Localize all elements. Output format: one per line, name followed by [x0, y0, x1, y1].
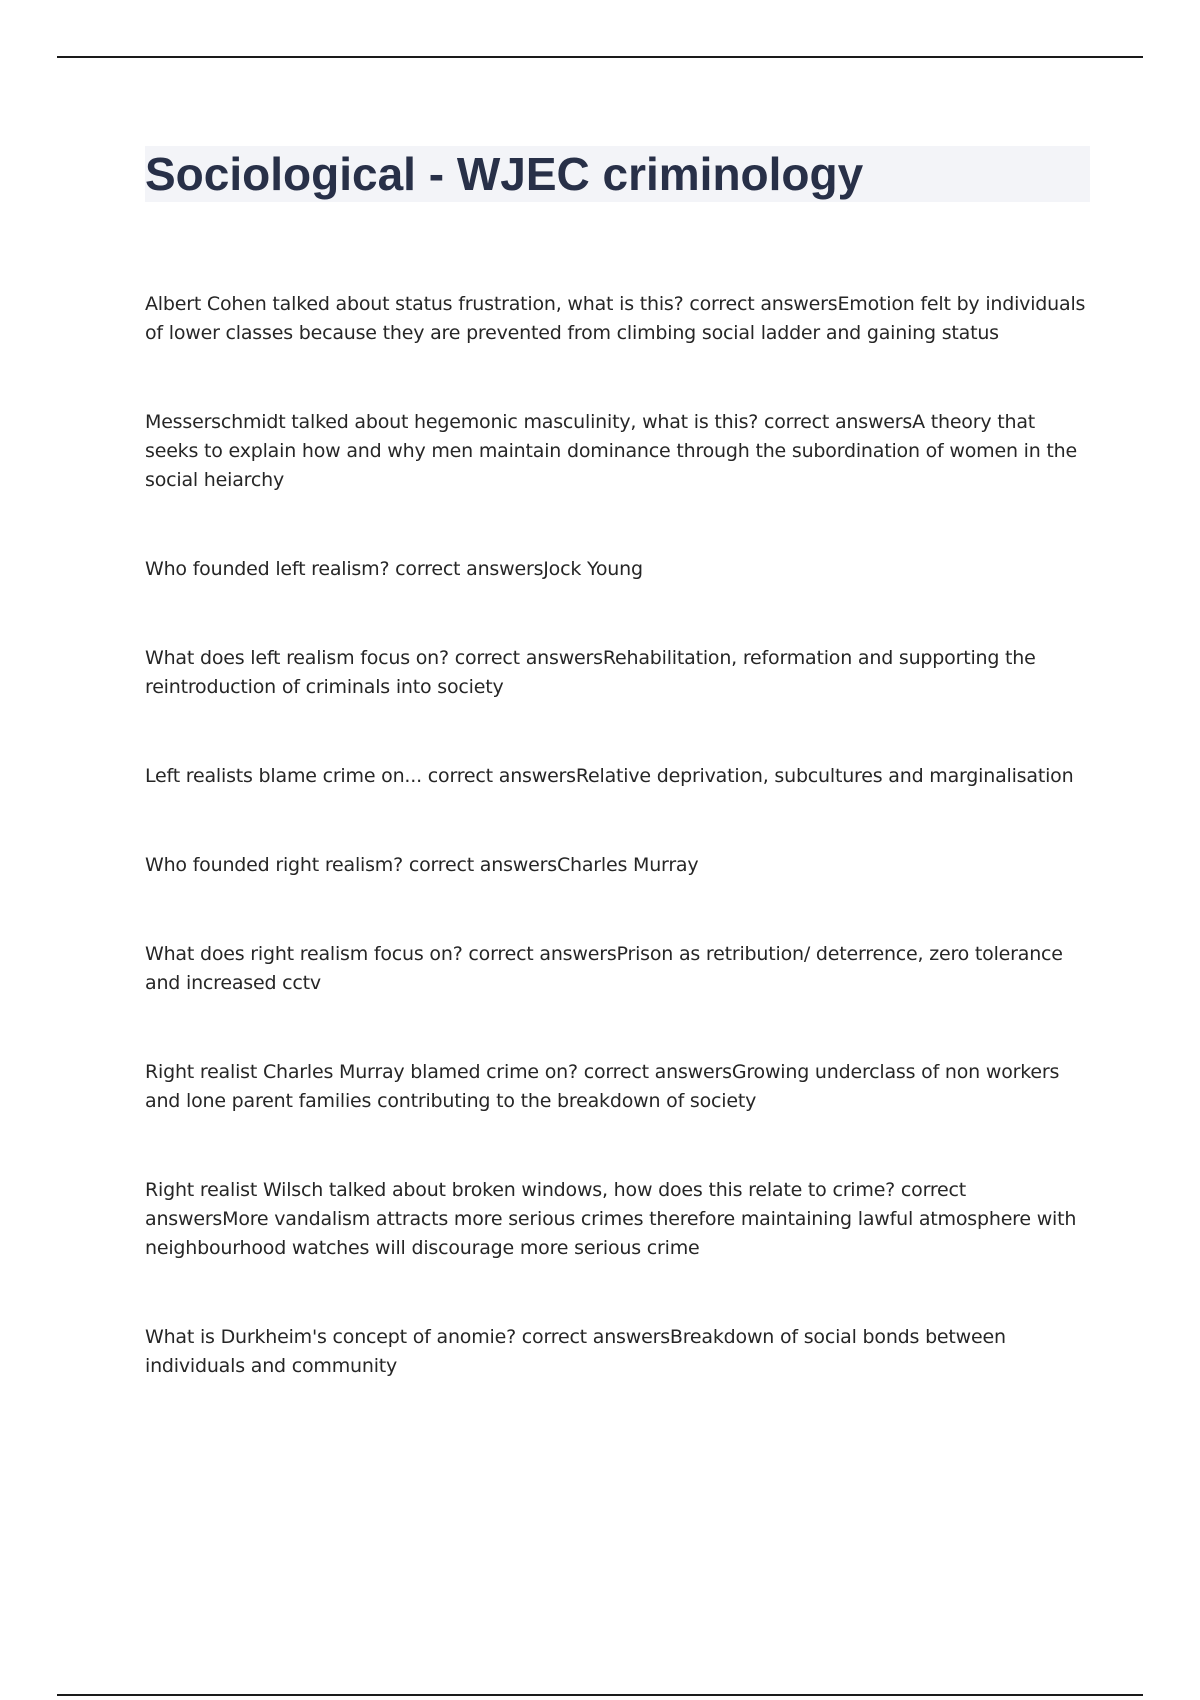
question-text: Who founded right realism? [145, 854, 403, 876]
qa-item [145, 555, 1090, 584]
answer-marker: correct answers [758, 411, 913, 433]
qa-item [145, 1323, 1090, 1381]
answer-text: Charles Murray [556, 854, 699, 876]
answer-text: Relative deprivation, subcultures and marginalisation [575, 765, 1074, 787]
question-text: What does right realism focus on? [145, 943, 463, 965]
qa-list [145, 290, 1090, 1441]
answer-marker: correct answers [462, 943, 617, 965]
question-text: Messerschmidt talked about hegemonic masculinity, what is this? [145, 411, 759, 433]
qa-item [145, 408, 1090, 495]
document-title: Sociological - WJEC criminology [145, 148, 864, 200]
qa-item [145, 644, 1090, 702]
question-text: Right realist Charles Murray blamed crime on? [145, 1061, 578, 1083]
answer-marker: correct answers [389, 558, 544, 580]
question-text: What is Durkheim's concept of anomie? [145, 1326, 516, 1348]
qa-item [145, 940, 1090, 998]
bottom-rule [57, 1694, 1143, 1696]
answer-text: Growing underclass of non workers and lone parent families contributing to the breakdown of society [145, 1061, 1060, 1112]
answer-marker: correct answers [577, 1061, 732, 1083]
qa-item [145, 762, 1090, 791]
answer-marker: correct answers [448, 647, 603, 669]
question-text: Left realists blame crime on... [145, 765, 422, 787]
answer-text: Jock Young [543, 558, 643, 580]
answer-text: A theory that seeks to explain how and why men maintain dominance through the subordination of women in the social heiarchy [145, 411, 1077, 491]
answer-marker: correct answers [145, 1179, 967, 1230]
answer-marker: correct answers [683, 293, 838, 315]
answer-text: Rehabilitation, reformation and supporting the reintroduction of criminals into society [145, 647, 1036, 698]
qa-item [145, 290, 1090, 348]
qa-item [145, 851, 1090, 880]
answer-marker: correct answers [515, 1326, 670, 1348]
answer-marker: correct answers [403, 854, 557, 876]
top-rule [57, 56, 1143, 58]
question-text: Who founded left realism? [145, 558, 390, 580]
answer-text: Emotion felt by individuals of lower classes because they are prevented from climbing social ladder and gaining status [145, 293, 1086, 344]
answer-text: Breakdown of social bonds between individuals and community [145, 1326, 1006, 1377]
qa-item [145, 1058, 1090, 1116]
answer-text: More vandalism attracts more serious crimes therefore maintaining lawful atmosphere with neighbourhood watches will discourage more serious crime [145, 1208, 1077, 1259]
answer-marker: correct answers [421, 765, 576, 787]
question-text: What does left realism focus on? [145, 647, 449, 669]
question-text: Right realist Wilsch talked about broken windows, how does this relate to crime? [145, 1179, 896, 1201]
question-text: Albert Cohen talked about status frustration, what is this? [145, 293, 684, 315]
qa-item [145, 1176, 1090, 1263]
answer-text: Prison as retribution/ deterrence, zero tolerance and increased cctv [145, 943, 1063, 994]
